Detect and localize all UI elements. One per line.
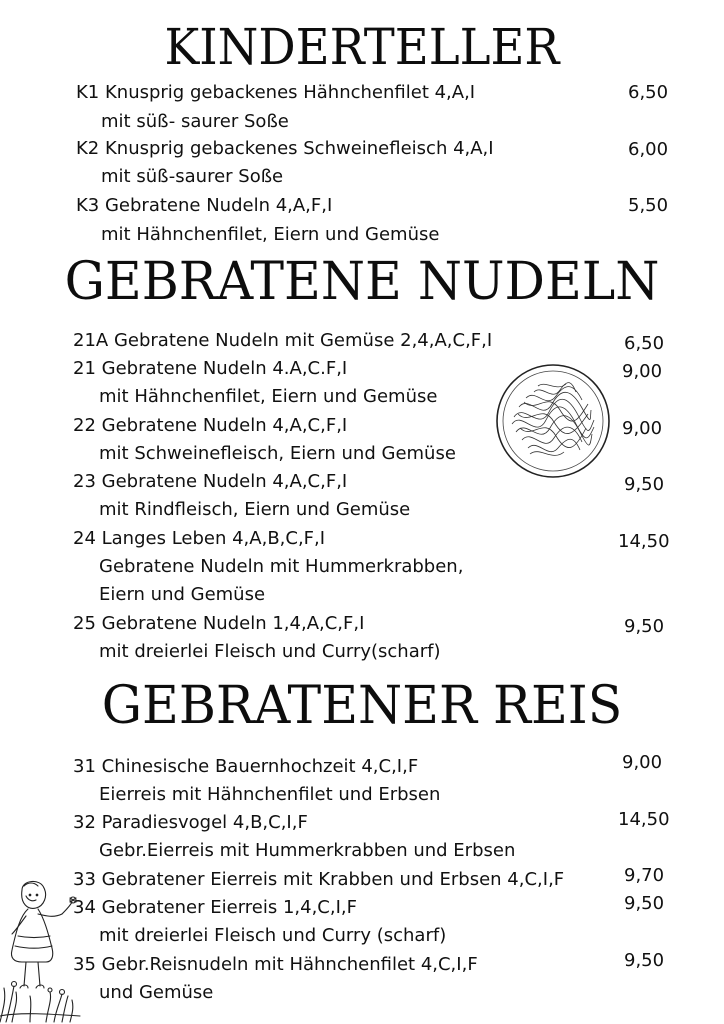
menu-item-21-name: 21 Gebratene Nudeln 4.A,C.F,I bbox=[73, 358, 348, 379]
menu-item-24-price: 14,50 bbox=[618, 531, 670, 552]
menu-item-21a-price: 6,50 bbox=[624, 333, 665, 354]
menu-item-22-name: 22 Gebratene Nudeln 4,A,C,F,I bbox=[73, 415, 348, 436]
menu-item-33-price: 9,70 bbox=[624, 865, 665, 886]
menu-item-22-description: mit Schweinefleisch, Eiern und Gemüse bbox=[99, 443, 456, 464]
menu-item-k2-price: 6,00 bbox=[628, 139, 669, 160]
menu-item-25-description: mit dreierlei Fleisch und Curry(scharf) bbox=[99, 641, 441, 662]
menu-item-k1-description: mit süß- saurer Soße bbox=[101, 111, 289, 132]
menu-item-34-description: mit dreierlei Fleisch und Curry (scharf) bbox=[99, 925, 447, 946]
menu-item-31-description: Eierreis mit Hähnchenfilet und Erbsen bbox=[99, 784, 441, 805]
menu-item-35-price: 9,50 bbox=[624, 950, 665, 971]
menu-item-24-name: 24 Langes Leben 4,A,B,C,F,I bbox=[73, 528, 326, 549]
menu-item-31-price: 9,00 bbox=[622, 752, 663, 773]
menu-item-21-price: 9,00 bbox=[622, 361, 663, 382]
menu-item-22-price: 9,00 bbox=[622, 418, 663, 439]
menu-item-31-name: 31 Chinesische Bauernhochzeit 4,C,I,F bbox=[73, 756, 419, 777]
menu-item-24-description-2: Eiern und Gemüse bbox=[99, 584, 266, 605]
menu-item-32-description: Gebr.Eierreis mit Hummerkrabben und Erbsen bbox=[99, 840, 516, 861]
menu-item-33-name: 33 Gebratener Eierreis mit Krabben und Erbsen 4,C,I,F bbox=[73, 869, 565, 890]
menu-item-23-name: 23 Gebratene Nudeln 4,A,C,F,I bbox=[73, 471, 348, 492]
menu-item-34-price: 9,50 bbox=[624, 893, 665, 914]
menu-item-k2-name: K2 Knusprig gebackenes Schweinefleisch 4,A,I bbox=[76, 138, 494, 159]
menu-item-24-description: Gebratene Nudeln mit Hummerkrabben, bbox=[99, 556, 464, 577]
menu-item-k1-name: K1 Knusprig gebackenes Hähnchenfilet 4,A,I bbox=[76, 82, 476, 103]
section-title-reis: GEBRATENER REIS bbox=[101, 676, 623, 736]
menu-item-k3-price: 5,50 bbox=[628, 195, 669, 216]
menu-item-25-name: 25 Gebratene Nudeln 1,4,A,C,F,I bbox=[73, 613, 365, 634]
menu-item-23-description: mit Rindfleisch, Eiern und Gemüse bbox=[99, 499, 411, 520]
noodle-plate-illustration bbox=[494, 362, 612, 480]
menu-item-k3-name: K3 Gebratene Nudeln 4,A,F,I bbox=[76, 195, 333, 216]
menu-item-32-price: 14,50 bbox=[618, 809, 670, 830]
section-title-nudeln: GEBRATENE NUDELN bbox=[64, 252, 660, 312]
menu-item-23-price: 9,50 bbox=[624, 474, 665, 495]
child-illustration bbox=[0, 876, 82, 1024]
menu-item-35-description: und Gemüse bbox=[99, 982, 214, 1003]
menu-item-25-price: 9,50 bbox=[624, 616, 665, 637]
section-title-kinderteller: KINDERTELLER bbox=[164, 18, 560, 76]
menu-item-35-name: 35 Gebr.Reisnudeln mit Hähnchenfilet 4,C,I,F bbox=[73, 954, 478, 975]
menu-item-32-name: 32 Paradiesvogel 4,B,C,I,F bbox=[73, 812, 308, 833]
menu-item-21a-name: 21A Gebratene Nudeln mit Gemüse 2,4,A,C,F,I bbox=[73, 330, 493, 351]
menu-item-34-name: 34 Gebratener Eierreis 1,4,C,I,F bbox=[73, 897, 357, 918]
menu-item-k3-description: mit Hähnchenfilet, Eiern und Gemüse bbox=[101, 224, 440, 245]
menu-item-21-description: mit Hähnchenfilet, Eiern und Gemüse bbox=[99, 386, 438, 407]
menu-item-k1-price: 6,50 bbox=[628, 82, 669, 103]
menu-item-k2-description: mit süß-saurer Soße bbox=[101, 166, 284, 187]
